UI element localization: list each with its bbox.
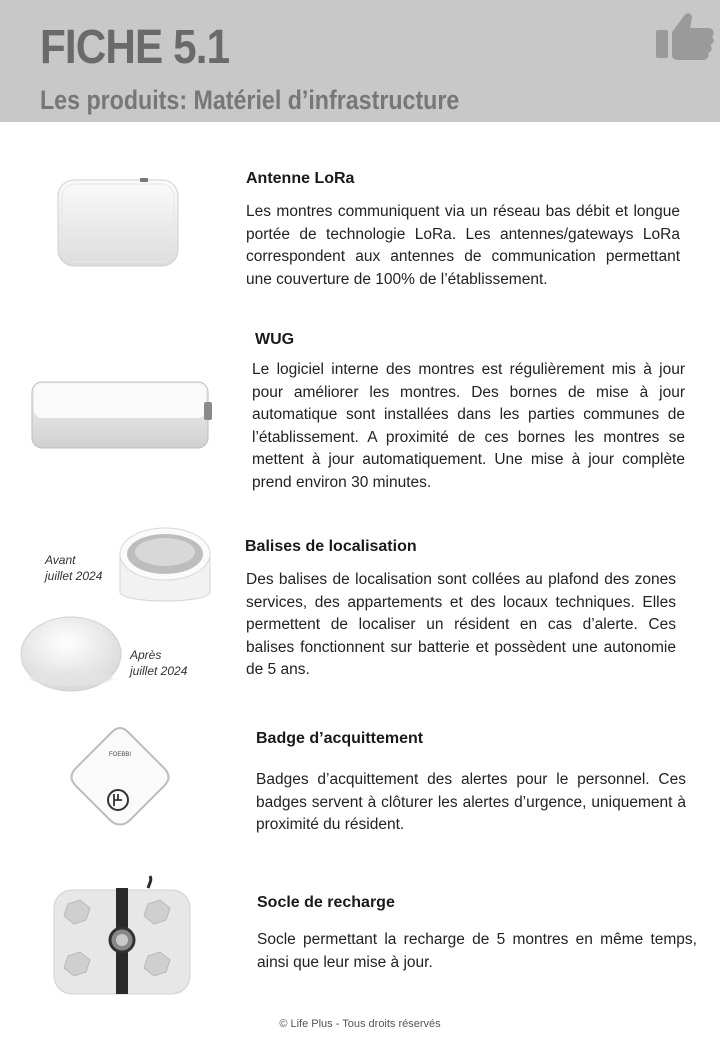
item-title-balises: Balises de localisation: [245, 538, 417, 555]
caption-before-line2: juillet 2024: [45, 569, 103, 583]
caption-after-line1: Après: [130, 648, 162, 662]
thumbs-up-icon: [654, 8, 716, 62]
item-text-antenne: Les montres communiquent via un réseau bas débit et longue portée de technologie LoRa. Les antennes/gateways LoRa correspondent aux antennes de communication permettant une couverture de 100% de l’établissement.: [246, 203, 680, 288]
footer-copyright: © Life Plus - Tous droits réservés: [279, 1018, 441, 1030]
item-title-badge: Badge d’acquittement: [256, 730, 424, 747]
caption-after: [130, 647, 187, 679]
caption-before: [45, 552, 102, 584]
wug-device-image: [28, 374, 216, 458]
item-text-balises: Des balises de localisation sont collées au plafond des zones services, des appartements et des locaux techniques. Elles permettent de localiser un résident en cas d’alerte. Ces balises fonctionnent sur batterie et possèdent une autonomie de 5 ans.: [246, 571, 676, 678]
item-text-wug: Le logiciel interne des montres est régulièrement mis à jour pour améliorer les montres. Des bornes de mise à jour automatique sont installées dans les parties communes de l’établissement. A proximité de ces bornes les montres se mettent à jour automatiquement. Une mise à jour complète prend environ 30 minutes.: [252, 361, 685, 491]
page-header: [0, 0, 720, 122]
item-title-socle: Socle de recharge: [257, 894, 395, 911]
item-text-socle: Socle permettant la recharge de 5 montres en même temps, ainsi que leur mise à jour.: [257, 931, 697, 971]
caption-after-line2: juillet 2024: [130, 664, 188, 678]
charging-dock-image: [50, 874, 194, 998]
item-text-badge: Badges d’acquittement des alertes pour le personnel. Ces badges servent à clôturer les alertes d’urgence, uniquement à proximité du résident.: [256, 771, 686, 833]
fiche-subtitle: Les produits: Matériel d’infrastructure: [40, 85, 460, 115]
beacon-new-image: [18, 610, 124, 694]
badge-image: [66, 724, 174, 830]
caption-before-line1: Avant: [45, 553, 76, 567]
item-title-wug: WUG: [255, 331, 295, 348]
lora-antenna-image: [52, 172, 184, 270]
fiche-title: FICHE 5.1: [40, 21, 230, 74]
badge-label: FOEBBI: [108, 752, 132, 758]
item-title-antenne: Antenne LoRa: [246, 170, 355, 187]
beacon-old-image: [116, 526, 214, 612]
